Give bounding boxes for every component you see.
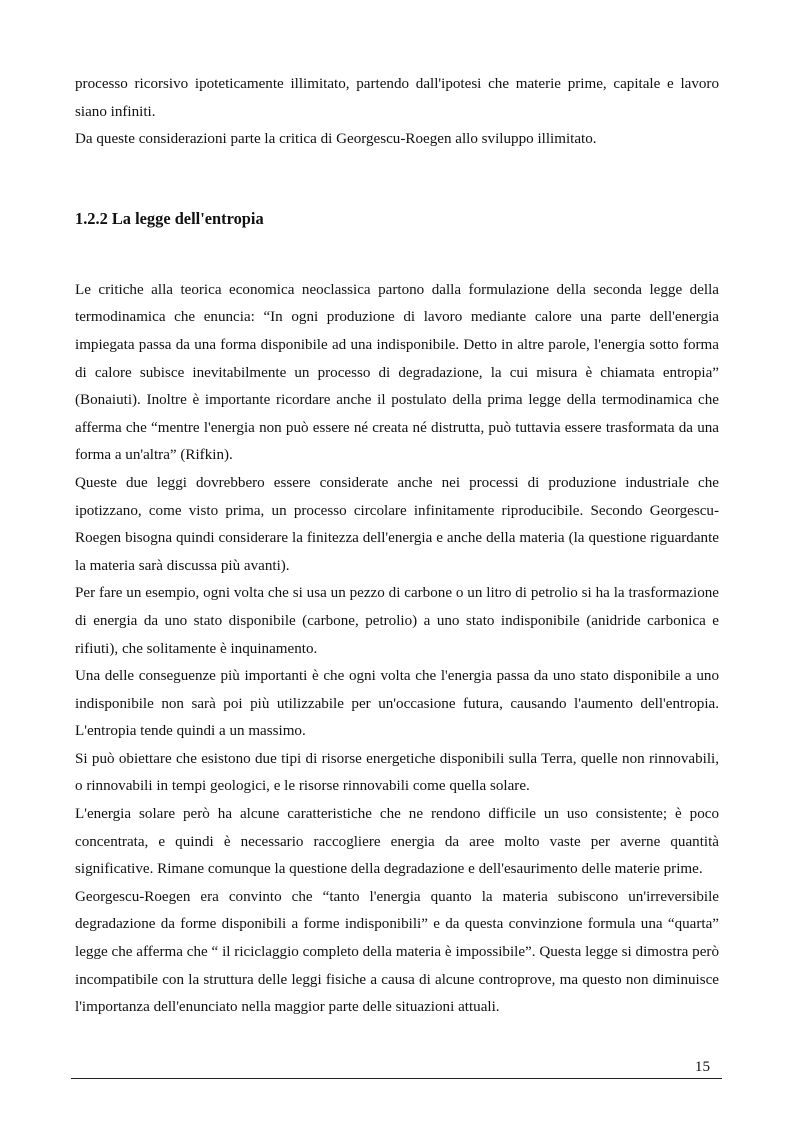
footer-divider bbox=[71, 1078, 722, 1079]
body-paragraph-1: Le critiche alla teorica economica neoclassica partono dalla formulazione della seconda legge della termodinamica che enuncia: “In ogni produzione di lavoro mediante calore una parte dell'energia impiegata passa da una forma disponibile ad una indisponibile. Detto in altre parole, l'energia sotto forma di calore subisce inevitabilmente un processo di degradazione, la cui misura è chiamata entropia” (Bonaiuti). Inoltre è importante ricordare anche il postulato della prima legge della termodinamica che afferma che “mentre l'energia non può essere né creata né distrutta, può tuttavia essere trasformata da una forma a un'altra” (Rifkin). bbox=[75, 281, 719, 464]
body-paragraph-5: Si può obiettare che esistono due tipi di risorse energetiche disponibili sulla Terra, quelle non rinnovabili, o rinnovabili in tempi geologici, e le risorse rinnovabili come quella solare. bbox=[75, 750, 719, 795]
page-body bbox=[75, 71, 719, 1022]
intro-paragraph-1: processo ricorsivo ipoteticamente illimitato, partendo dall'ipotesi che materie prime, capitale e lavoro siano infiniti. bbox=[75, 76, 719, 120]
body-paragraph-2: Queste due leggi dovrebbero essere considerate anche nei processi di produzione industriale che ipotizzano, come visto prima, un processo circolare infinitamente riproducibile. Secondo Georgescu-Roegen bisogna quindi considerare la finitezza dell'energia e anche della materia (la questione riguardante la materia sarà discussa più avanti). bbox=[75, 474, 719, 574]
intro-paragraph-2: Da queste considerazioni parte la critica di Georgescu-Roegen allo sviluppo illimitato. bbox=[75, 131, 597, 148]
body-paragraph-3: Per fare un esempio, ogni volta che si usa un pezzo di carbone o un litro di petrolio si ha la trasformazione di energia da uno stato disponibile (carbone, petrolio) a uno stato indisponibile (anidride carbonica e rifiuti), che solitamente è inquinamento. bbox=[75, 585, 719, 657]
section-heading: 1.2.2 La legge dell'entropia bbox=[75, 208, 264, 228]
body-paragraph-7: Georgescu-Roegen era convinto che “tanto l'energia quanto la materia subiscono un'irreversibile degradazione da forme disponibili a forme indisponibili” e da questa convinzione formula una “quarta” legge che afferma che “ il riciclaggio completo della materia è impossibile”. Questa legge si dimostra però incompatibile con la struttura delle leggi fisiche a causa di alcune controprove, ma questo non diminuisce l'importanza dell'enunciato nella maggior parte delle situazioni attuali. bbox=[75, 888, 719, 1016]
body-paragraph-6: L'energia solare però ha alcune caratteristiche che ne rendono difficile un uso consistente; è poco concentrata, e quindi è necessario raccogliere energia da aree molto vaste per averne quantità significative. Rimane comunque la questione della degradazione e dell'esaurimento delle materie prime. bbox=[75, 806, 719, 878]
body-paragraph-4: Una delle conseguenze più importanti è che ogni volta che l'energia passa da uno stato disponibile a uno indisponibile non sarà poi più utilizzabile per un'occasione futura, causando l'aumento dell'entropia. L'entropia tende quindi a un massimo. bbox=[75, 668, 719, 740]
page-number: 15 bbox=[694, 1059, 710, 1075]
